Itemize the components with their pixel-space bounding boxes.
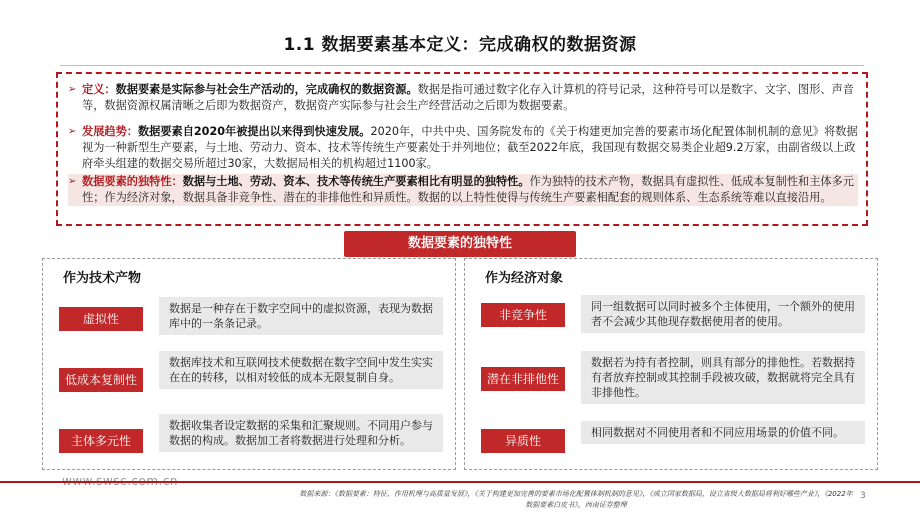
bullet-arrow-icon: ➢ — [68, 126, 77, 137]
desc-virtuality: 数据是一种存在于数字空间中的虚拟资源，表现为数据库中的一条条记录。 — [159, 297, 443, 335]
page-number: 3 — [860, 491, 866, 501]
tag-non-rivalry: 非竞争性 — [481, 303, 565, 327]
desc-heterogeneity: 相同数据对不同使用者和不同应用场景的价值不同。 — [581, 421, 865, 444]
definition-bold: 数据要素是实际参与社会生产活动的，完成确权的数据资源。 — [115, 83, 418, 96]
trend-paragraph — [68, 124, 858, 172]
desc-potential-non-excludability: 数据若为持有者控制，则具有部分的排他性。若数据持有者放弃控制或其控制手段被攻破，数据就将完全具有非排他性。 — [581, 351, 865, 404]
tag-multi-subject: 主体多元性 — [59, 429, 143, 453]
page-title: 1.1 数据要素基本定义：完成确权的数据资源 — [283, 35, 637, 55]
tag-heterogeneity: 异质性 — [481, 429, 565, 453]
definition-box — [56, 72, 868, 226]
tag-low-cost-replication: 低成本复制性 — [59, 368, 143, 392]
definition-head: 定义： — [82, 83, 116, 96]
trend-text: 2020年，中共中央、国务院发布的《关于构建更加完善的要素市场化配置体制机制的意见》将数据视为一种新型生产要素，与土地、劳动力、资本、技术等传统生产要素处于并列地位；截至2022年底，我国现有数据交易类企业超9.2万家，由副省级以上政府牵头组建的数据交易所超过30家，大数据局相关的机构超过1100家。 — [82, 125, 858, 170]
unique-bold: 数据与土地、劳动、资本、技术等传统生产要素相比有明显的独特性。 — [182, 175, 530, 188]
tech-group-title: 作为技术产物 — [63, 271, 142, 286]
tag-potential-non-excludability: 潜在非排他性 — [481, 367, 565, 391]
unique-text: 作为独特的技术产物，数据具有虚拟性、低成本复制性和主体多元性；作为经济对象，数据具备非竞争性、潜在的非排他性和异质性。数据的以上特性使得与传统生产要素相配套的规则体系、生态系统等难以直接沿用。 — [82, 175, 854, 204]
desc-multi-subject: 数据收集者设定数据的采集和汇聚规则。不同用户参与数据的构成。数据加工者将数据进行处理和分析。 — [159, 414, 443, 452]
definition-text: 数据是指可通过数字化存入计算机的符号记录，这种符号可以是数字、文字、图形、声音等，数据资源权属清晰之后即为数据资产，数据资产实际参与社会生产经营活动之后即为数据要素。 — [82, 83, 854, 112]
trend-head: 发展趋势： — [82, 125, 138, 138]
econ-group-title: 作为经济对象 — [485, 271, 564, 286]
tag-virtuality: 虚拟性 — [59, 307, 143, 331]
desc-non-rivalry: 同一组数据可以同时被多个主体使用，一个额外的使用者不会减少其他现存数据使用者的使用。 — [581, 295, 865, 333]
definition-paragraph — [68, 82, 858, 114]
source-note: 数据来源：《数据要素：特征、作用机理与高质量发展》，《关于构建更加完善的要素市场化配置体制机制的意见》，《成立国家数据局，设立省级大数据局将利好哪些产业》，《2022年数据要素白皮书》，西南证券整理 — [299, 490, 853, 509]
footer-divider — [0, 481, 920, 483]
economic-object-group — [464, 258, 878, 470]
uniqueness-banner: 数据要素的独特性 — [344, 231, 576, 257]
bullet-arrow-icon: ➢ — [68, 84, 77, 95]
desc-low-cost-replication: 数据库技术和互联网技术使数据在数字空间中发生实实在在的转移，以相对较低的成本无限复制自身。 — [159, 351, 443, 389]
unique-paragraph — [68, 174, 858, 206]
trend-bold: 数据要素自2020年被提出以来得到快速发展。 — [137, 125, 371, 138]
unique-head: 数据要素的独特性： — [82, 175, 183, 188]
bullet-arrow-icon: ➢ — [68, 176, 77, 187]
title-divider — [60, 65, 864, 66]
tech-product-group — [42, 258, 456, 470]
